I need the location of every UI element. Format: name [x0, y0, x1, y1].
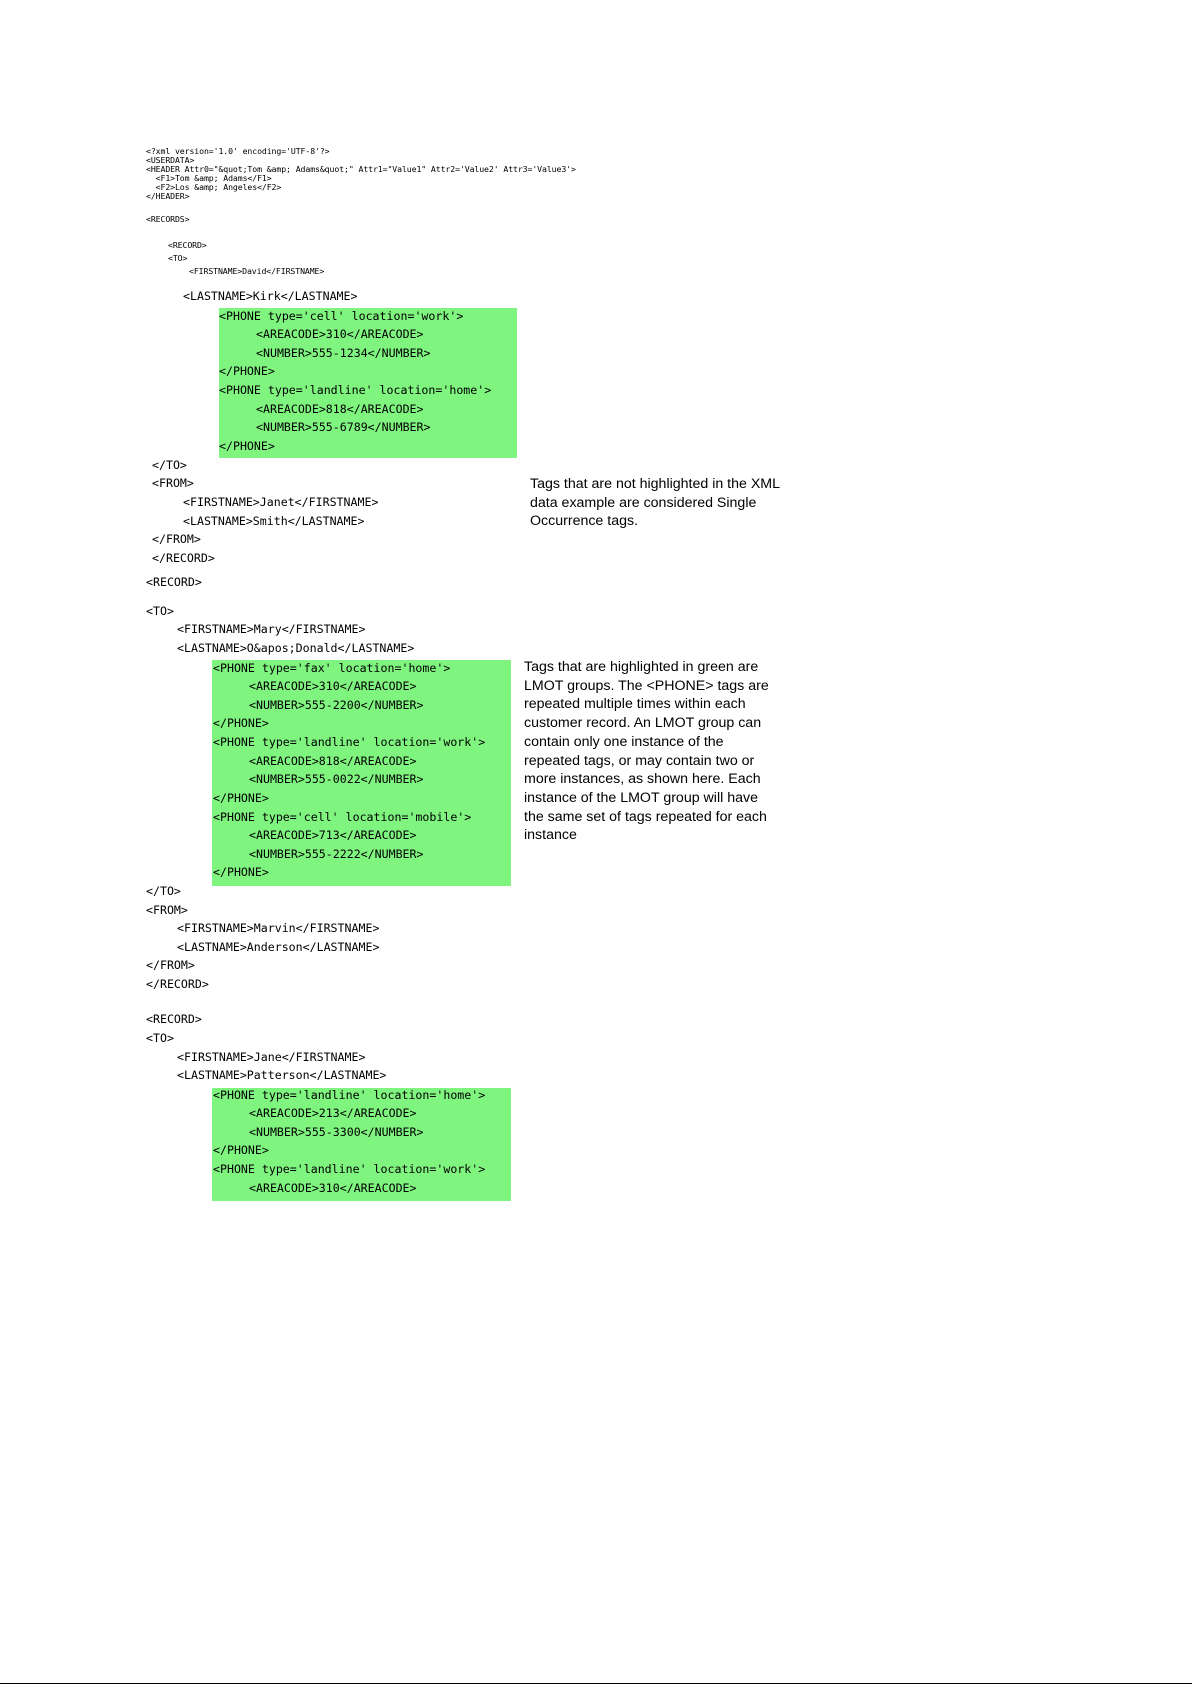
header-open-tag: <HEADER Attr0="&quot;Tom &amp; Adams&quot;" Attr1="Value1" Attr2='Value2' Attr3='Value3'>	[146, 164, 576, 174]
header-f1-line: <F1>Tom &amp; Adams</F1>	[146, 173, 272, 183]
record3-to-open-tag: <TO>	[146, 1031, 174, 1045]
record2-from-open-tag: <FROM>	[146, 903, 188, 917]
record2-to-close-tag: </TO>	[146, 884, 181, 898]
record1-phone2-open: <PHONE type='landline' location='home'>	[219, 383, 492, 397]
record1-close-tag: </RECORD>	[152, 551, 215, 565]
note-lmot-groups: Tags that are highlighted in green are LMOT groups. The <PHONE> tags are repeated multiple times within each customer record. An LMOT group can contain only one instance of the repeated tags, or may contain two or more instances, as shown here. Each instance of the LMOT group will have the same set of tags repeated for each instance	[524, 659, 769, 844]
record1-to-open-tag: <TO>	[168, 253, 188, 263]
record2-open-tag: <RECORD>	[146, 575, 202, 589]
record3-lastname-line: <LASTNAME>Patterson</LASTNAME>	[177, 1068, 387, 1082]
record2-phone2-areacode: <AREACODE>818</AREACODE>	[249, 754, 417, 768]
record1-phone1-open: <PHONE type='cell' location='work'>	[219, 309, 464, 323]
record2-phone1-areacode: <AREACODE>310</AREACODE>	[249, 679, 417, 693]
record2-phone3-open: <PHONE type='cell' location='mobile'>	[213, 810, 472, 824]
record2-phone2-number: <NUMBER>555-0022</NUMBER>	[249, 772, 424, 786]
record2-phone3-areacode: <AREACODE>713</AREACODE>	[249, 828, 417, 842]
record1-open-tag: <RECORD>	[168, 240, 207, 250]
record1-phone1-close: </PHONE>	[219, 364, 275, 378]
record2-phone1-close: </PHONE>	[213, 716, 269, 730]
record3-phone2-areacode: <AREACODE>310</AREACODE>	[249, 1181, 417, 1195]
records-open-tag: <RECORDS>	[146, 214, 190, 224]
record1-phone2-close: </PHONE>	[219, 439, 275, 453]
record1-phone1-areacode: <AREACODE>310</AREACODE>	[256, 327, 424, 341]
userdata-open-tag: <USERDATA>	[146, 155, 195, 165]
record2-to-open-tag: <TO>	[146, 604, 174, 618]
record1-to-close-tag: </TO>	[152, 458, 187, 472]
record3-phone1-open: <PHONE type='landline' location='home'>	[213, 1088, 486, 1102]
record1-lastname-line: <LASTNAME>Kirk</LASTNAME>	[183, 289, 358, 303]
record2-phone3-number: <NUMBER>555-2222</NUMBER>	[249, 847, 424, 861]
record3-open-tag: <RECORD>	[146, 1012, 202, 1026]
xml-declaration: <?xml version='1.0' encoding='UTF-8'?>	[146, 146, 330, 156]
record1-from-firstname: <FIRSTNAME>Janet</FIRSTNAME>	[183, 495, 379, 509]
record2-phone1-open: <PHONE type='fax' location='home'>	[213, 661, 451, 675]
record2-from-firstname: <FIRSTNAME>Marvin</FIRSTNAME>	[177, 921, 380, 935]
record2-phone3-close: </PHONE>	[213, 865, 269, 879]
header-close-tag: </HEADER>	[146, 191, 190, 201]
page-bottom-rule	[0, 1683, 1192, 1684]
note-single-occurrence: Tags that are not highlighted in the XML data example are considered Single Occurrence tags.	[530, 476, 780, 530]
record1-phone2-areacode: <AREACODE>818</AREACODE>	[256, 402, 424, 416]
record3-phone2-open: <PHONE type='landline' location='work'>	[213, 1162, 486, 1176]
record1-phone2-number: <NUMBER>555-6789</NUMBER>	[256, 420, 431, 434]
record1-from-close-tag: </FROM>	[152, 532, 201, 546]
record3-firstname-line: <FIRSTNAME>Jane</FIRSTNAME>	[177, 1050, 366, 1064]
record2-firstname-line: <FIRSTNAME>Mary</FIRSTNAME>	[177, 622, 366, 636]
record2-from-close-tag: </FROM>	[146, 958, 195, 972]
record1-from-lastname: <LASTNAME>Smith</LASTNAME>	[183, 514, 365, 528]
record3-phone1-close: </PHONE>	[213, 1143, 269, 1157]
record2-phone2-open: <PHONE type='landline' location='work'>	[213, 735, 486, 749]
header-f2-line: <F2>Los &amp; Angeles</F2>	[146, 182, 282, 192]
record1-from-open-tag: <FROM>	[152, 476, 194, 490]
record3-phone1-areacode: <AREACODE>213</AREACODE>	[249, 1106, 417, 1120]
record2-close-tag: </RECORD>	[146, 977, 209, 991]
record1-phone1-number: <NUMBER>555-1234</NUMBER>	[256, 346, 431, 360]
record2-from-lastname: <LASTNAME>Anderson</LASTNAME>	[177, 940, 380, 954]
record2-phone1-number: <NUMBER>555-2200</NUMBER>	[249, 698, 424, 712]
record2-phone2-close: </PHONE>	[213, 791, 269, 805]
record1-firstname-line: <FIRSTNAME>David</FIRSTNAME>	[189, 266, 325, 276]
record3-phone1-number: <NUMBER>555-3300</NUMBER>	[249, 1125, 424, 1139]
record2-lastname-line: <LASTNAME>O&apos;Donald</LASTNAME>	[177, 641, 415, 655]
